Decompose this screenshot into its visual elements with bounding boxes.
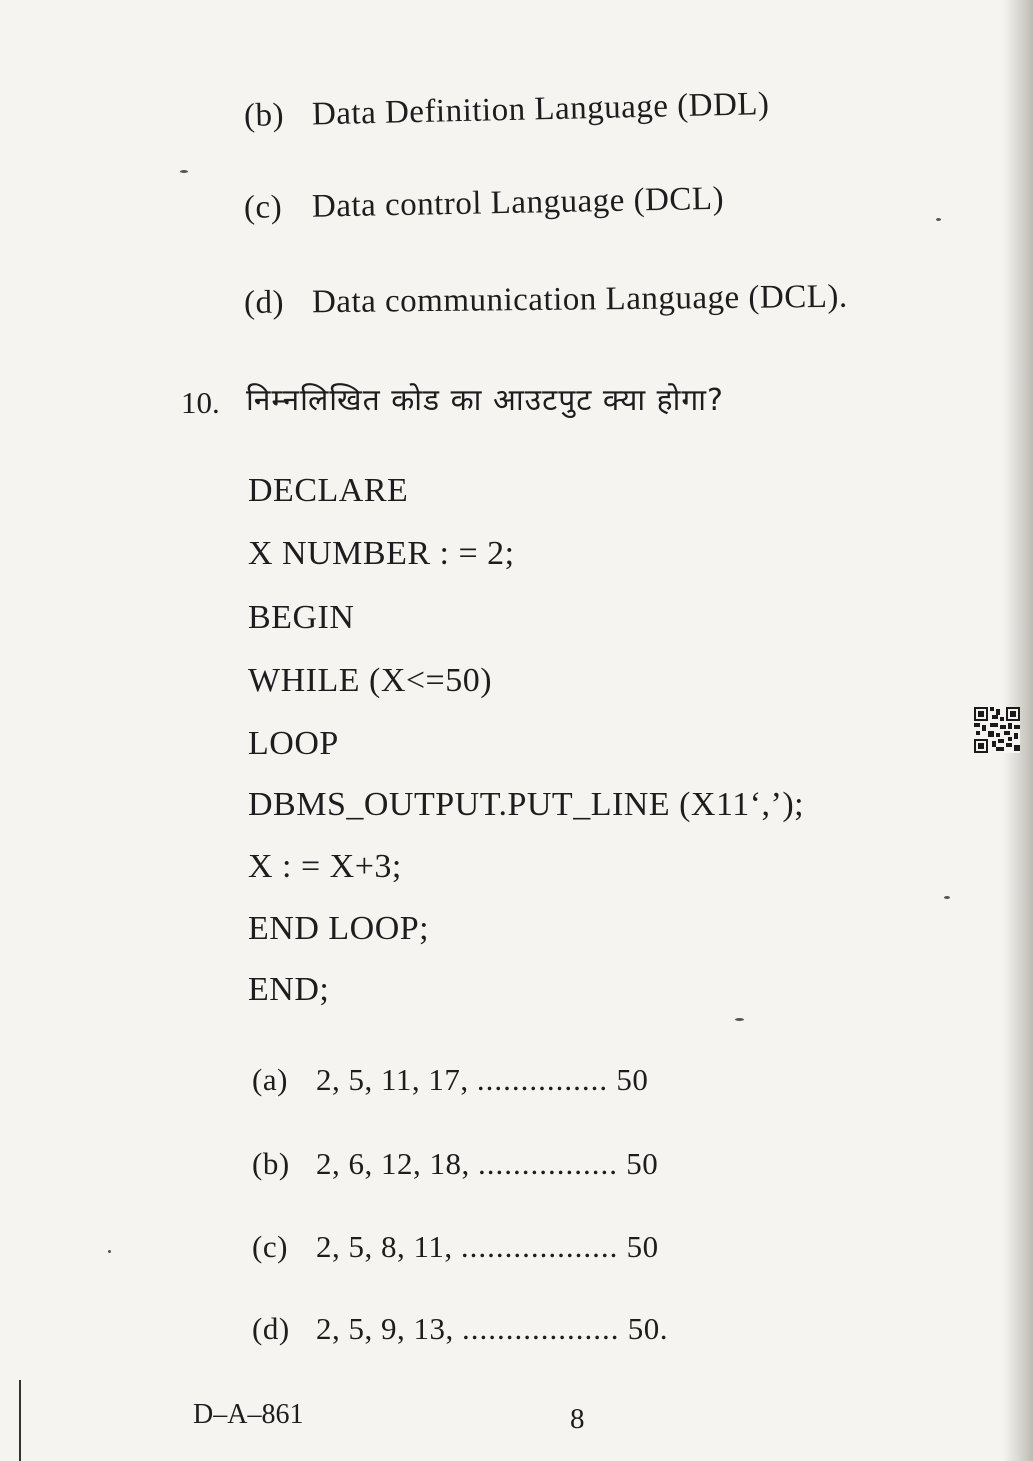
answer-label: (b) [252, 1146, 290, 1181]
code-line: BEGIN [248, 599, 355, 636]
paper-code: D–A–861 [193, 1399, 304, 1430]
code-line: DECLARE [248, 472, 409, 509]
left-margin-rule [19, 1380, 21, 1461]
code-line: X NUMBER : = 2; [248, 535, 515, 572]
answer-dots: .................. [460, 1229, 619, 1264]
answer-end: 50 [616, 1062, 649, 1097]
answer-end: 50 [626, 1229, 659, 1264]
scan-mark [936, 218, 941, 221]
answer-option-c [252, 1229, 659, 1265]
code-line: END; [248, 971, 330, 1008]
option-text: Data Definition Language (DDL) [311, 86, 770, 133]
scan-mark [180, 170, 188, 173]
answer-label: (a) [252, 1062, 288, 1097]
option-label: (b) [243, 97, 285, 134]
answer-sequence: 2, 5, 8, 11, [316, 1229, 453, 1264]
answer-sequence: 2, 6, 12, 18, [316, 1146, 470, 1181]
question-text: निम्नलिखित कोड का आउटपुट क्या होगा? [246, 383, 724, 418]
scan-mark [108, 1250, 111, 1253]
scan-mark [944, 896, 950, 899]
prev-option-d [244, 279, 848, 322]
question-number: 10. [181, 385, 220, 420]
answer-dots: ................ [478, 1146, 618, 1181]
option-label: (d) [243, 284, 285, 321]
option-label: (c) [243, 189, 283, 226]
option-text: Data communication Language (DCL). [311, 278, 848, 321]
answer-dots: ............... [476, 1062, 609, 1097]
answer-sequence: 2, 5, 11, 17, [316, 1062, 469, 1097]
code-line: LOOP [248, 725, 339, 762]
prev-option-b [244, 86, 770, 135]
code-line: WHILE (X<=50) [248, 662, 493, 699]
answer-option-b [252, 1146, 658, 1182]
option-text: Data control Language (DCL) [311, 180, 725, 225]
code-line: DBMS_OUTPUT.PUT_LINE (X11‘,’); [248, 786, 805, 823]
answer-option-a [252, 1062, 648, 1098]
answer-label: (d) [252, 1311, 290, 1346]
answer-option-d [252, 1311, 668, 1347]
answer-sequence: 2, 5, 9, 13, [316, 1311, 454, 1346]
answer-label: (c) [252, 1229, 288, 1264]
answer-dots: .................. [462, 1311, 620, 1346]
qr-code-icon [974, 707, 1020, 753]
scan-mark [735, 1018, 744, 1021]
prev-option-c [244, 181, 725, 227]
code-line: X : = X+3; [248, 848, 402, 885]
code-line: END LOOP; [248, 910, 430, 947]
answer-end: 50 [626, 1146, 659, 1181]
answer-end: 50. [627, 1311, 668, 1346]
page-number: 8 [570, 1403, 585, 1435]
